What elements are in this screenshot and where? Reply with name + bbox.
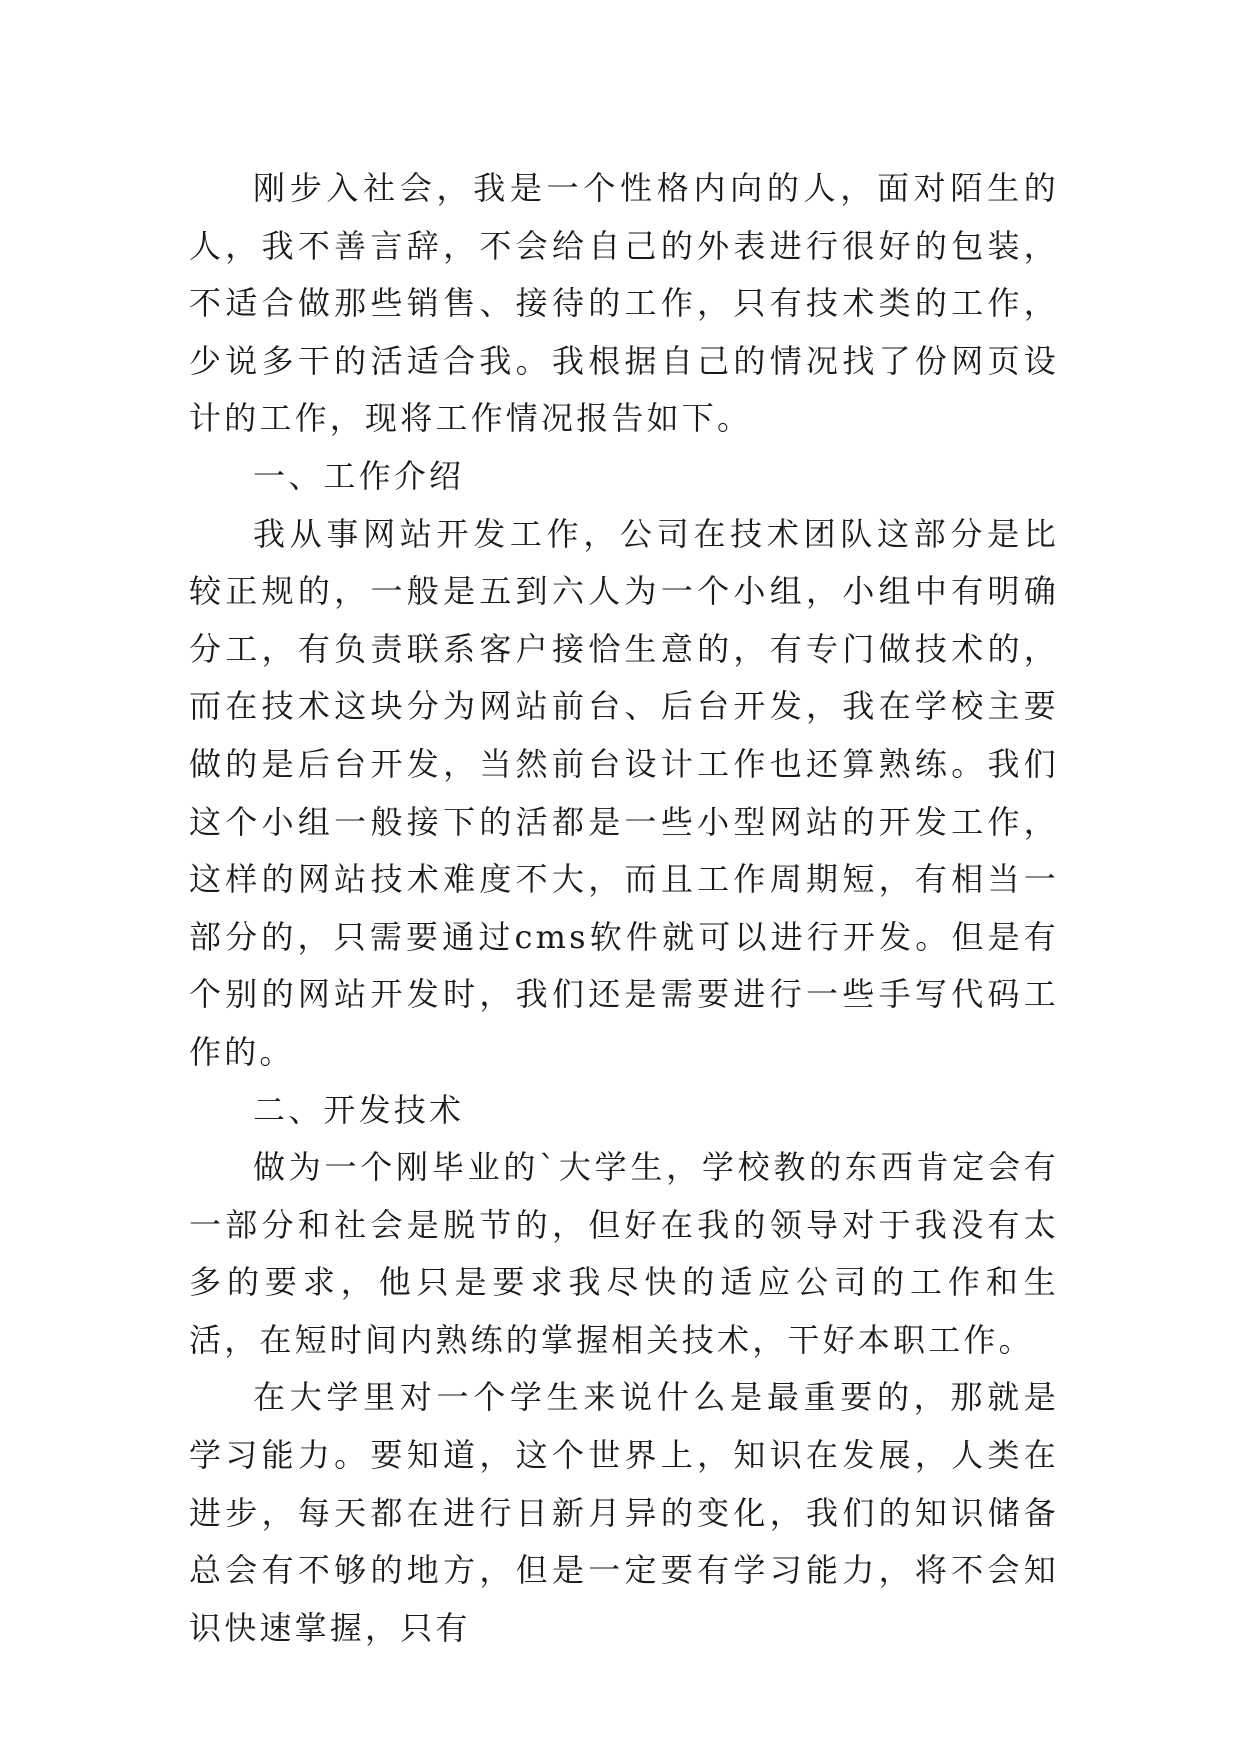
section-heading-work-intro: 一、工作介绍 xyxy=(253,456,465,495)
paragraph-work-intro: 我从事网站开发工作，公司在技术团队这部分是比较正规的，一般是五到六人为一个小组，小组中有明确分工，有负责联系客户接恰生意的，有专门做技术的，而在技术这块分为网站前台、后台开发，我在学校主要做的是后台开发，当然前台设计工作也还算熟练。我们这个小组一般接下的活都是一些小型网站的开发工作，这样的网站技术难度不大，而且工作周期短，有相当一部分的，只需要通过cms软件就可以进行开发。但是有个别的网站开发时，我们还是需要进行一些手写代码工作的。 xyxy=(189,514,1059,1071)
paragraph-dev-tech: 做为一个刚毕业的`大学生，学校教的东西肯定会有一部分和社会是脱节的，但好在我的领导对于我没有太多的要求，他只是要求我尽快的适应公司的工作和生活，在短时间内熟练的掌握相关技术，干好本职工作。 xyxy=(189,1148,1059,1359)
document-body xyxy=(189,160,1059,1657)
paragraph-intro: 刚步入社会，我是一个性格内向的人，面对陌生的人，我不善言辞，不会给自己的外表进行很好的包装，不适合做那些销售、接待的工作，只有技术类的工作，少说多干的活适合我。我根据自己的情况找了份网页设计的工作，现将工作情况报告如下。 xyxy=(189,169,1059,438)
paragraph-learning-ability: 在大学里对一个学生来说什么是最重要的，那就是学习能力。要知道，这个世界上，知识在发展，人类在进步，每天都在进行日新月异的变化，我们的知识储备总会有不够的地方，但是一定要有学习能力，将不会知识快速掌握，只有 xyxy=(189,1378,1059,1647)
section-heading-dev-tech: 二、开发技术 xyxy=(253,1090,465,1129)
